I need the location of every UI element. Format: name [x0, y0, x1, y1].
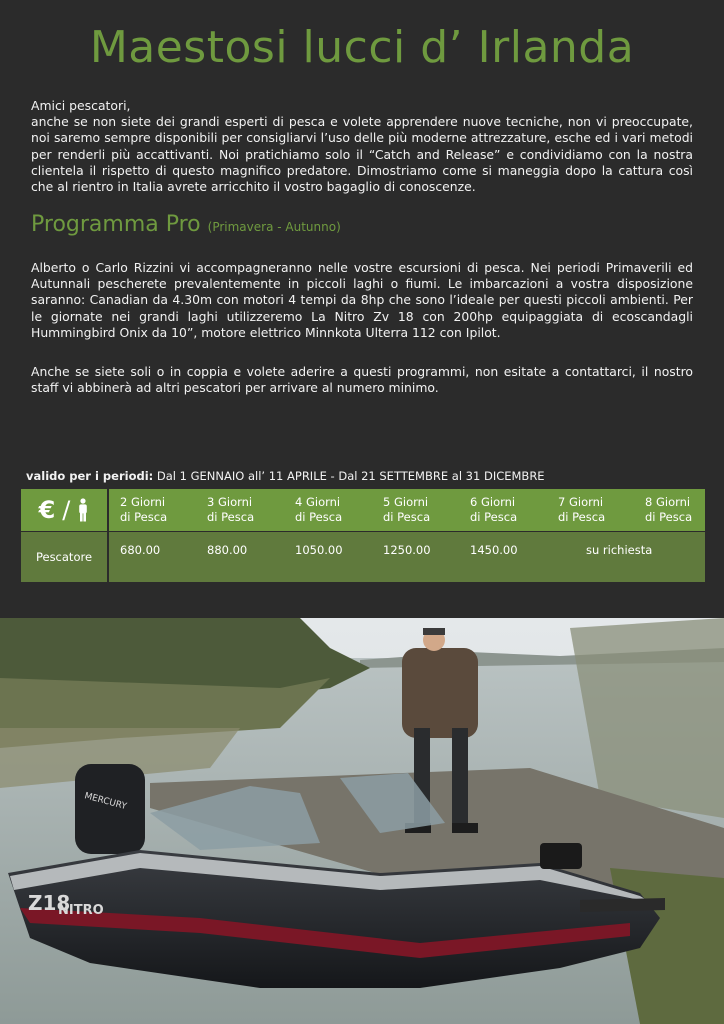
price-3-days: 880.00 — [207, 543, 248, 557]
column-header-5-days — [383, 495, 430, 524]
price-5-days: 1250.00 — [383, 543, 431, 557]
column-header-7-days — [558, 495, 605, 524]
boat-photo — [0, 618, 724, 1024]
lake-boat-illustration — [0, 618, 724, 1024]
table-divider — [107, 489, 109, 582]
euro-symbol: € — [38, 496, 56, 524]
column-header-line: di Pesca — [120, 509, 168, 524]
price-on-request: su richiesta — [586, 543, 653, 557]
intro-paragraph — [31, 98, 693, 195]
price-table — [21, 489, 705, 582]
slash-separator: / — [62, 496, 71, 524]
program-description: Alberto o Carlo Rizzini vi accompagneranno nelle vostre escursioni di pesca. Nei periodi Primaverili ed Autunnali pescherete prevalentemente in piccoli laghi o fiumi. Le imbarcazioni a vostra disposizione saranno: Canadian da 4.30m con motori 4 tempi da 8hp che sono l’ideale per questi piccoli ambienti. Per le giornate nei grandi laghi utilizzeremo La Nitro Zv 18 con 200hp equipaggiata di ecoscandagli Hummingbird Onix da 10”, motore elettrico Minnkota Ulterra 112 con Ipilot. — [31, 260, 693, 340]
validity-text: Dal 1 GENNAIO all’ 11 APRILE - Dal 21 SETTEMBRE al 31 DICEMBRE — [153, 469, 545, 483]
column-header-line: di Pesca — [470, 509, 518, 524]
column-header-line: di Pesca — [645, 509, 693, 524]
column-header-line: di Pesca — [383, 509, 431, 524]
column-header-4-days — [295, 495, 342, 524]
validity-periods — [26, 469, 545, 483]
greeting: Amici pescatori, — [31, 98, 131, 113]
column-header-8-days — [645, 495, 692, 524]
boat-model-label: Z18 — [28, 891, 71, 915]
program-subtitle: (Primavera - Autunno) — [207, 220, 341, 234]
column-header-line: 6 Giorni — [470, 495, 516, 509]
program-note: Anche se siete soli o in coppia e volete aderire a questi programmi, non esitate a contattarci, il nostro staff vi abbinerà ad altri pescatori per arrivare al numero minimo. — [31, 364, 693, 396]
column-header-line: di Pesca — [558, 509, 606, 524]
column-header-6-days — [470, 495, 517, 524]
table-header — [21, 489, 705, 531]
column-header-line: 2 Giorni — [120, 495, 166, 509]
column-header-line: 8 Giorni — [645, 495, 691, 509]
column-header-2-days — [120, 495, 167, 524]
price-4-days: 1050.00 — [295, 543, 343, 557]
person-icon — [77, 498, 89, 522]
intro-text: anche se non siete dei grandi esperti di pesca e volete apprendere nuove tecniche, non vi preoccupate, noi saremo sempre disponibili per consigliarvi l’uso delle più moderne attrezzature, esche ed i vari metodi per renderli più accattivanti. Noi pratichiamo solo il “Catch and Release” e condividiamo con la nostra clientela il rispetto di questo magnifico predatore. Dimostriamo come si maneggia dopo la cattura così che al rientro in Italia avrete arricchito il vostro bagaglio di conoscenze. — [31, 114, 693, 195]
table-row — [21, 532, 705, 582]
column-header-line: di Pesca — [207, 509, 255, 524]
column-header-line: 3 Giorni — [207, 495, 253, 509]
price-2-days: 680.00 — [120, 543, 161, 557]
price-6-days: 1450.00 — [470, 543, 518, 557]
boat-brand-label: NITRO — [58, 903, 104, 918]
column-header-line: 4 Giorni — [295, 495, 341, 509]
motor-brand-label: MERCURY — [83, 791, 128, 813]
column-header-3-days — [207, 495, 254, 524]
column-header-line: 5 Giorni — [383, 495, 429, 509]
row-label-pescatore: Pescatore — [35, 550, 93, 564]
currency-per-person-header — [21, 489, 107, 531]
program-heading — [31, 212, 341, 237]
page-title: Maestosi lucci d’ Irlanda — [89, 22, 635, 73]
column-header-line: di Pesca — [295, 509, 343, 524]
validity-label: valido per i periodi: — [26, 469, 154, 483]
table-divider — [21, 531, 705, 532]
program-title: Programma Pro — [31, 212, 201, 237]
column-header-line: 7 Giorni — [558, 495, 604, 509]
